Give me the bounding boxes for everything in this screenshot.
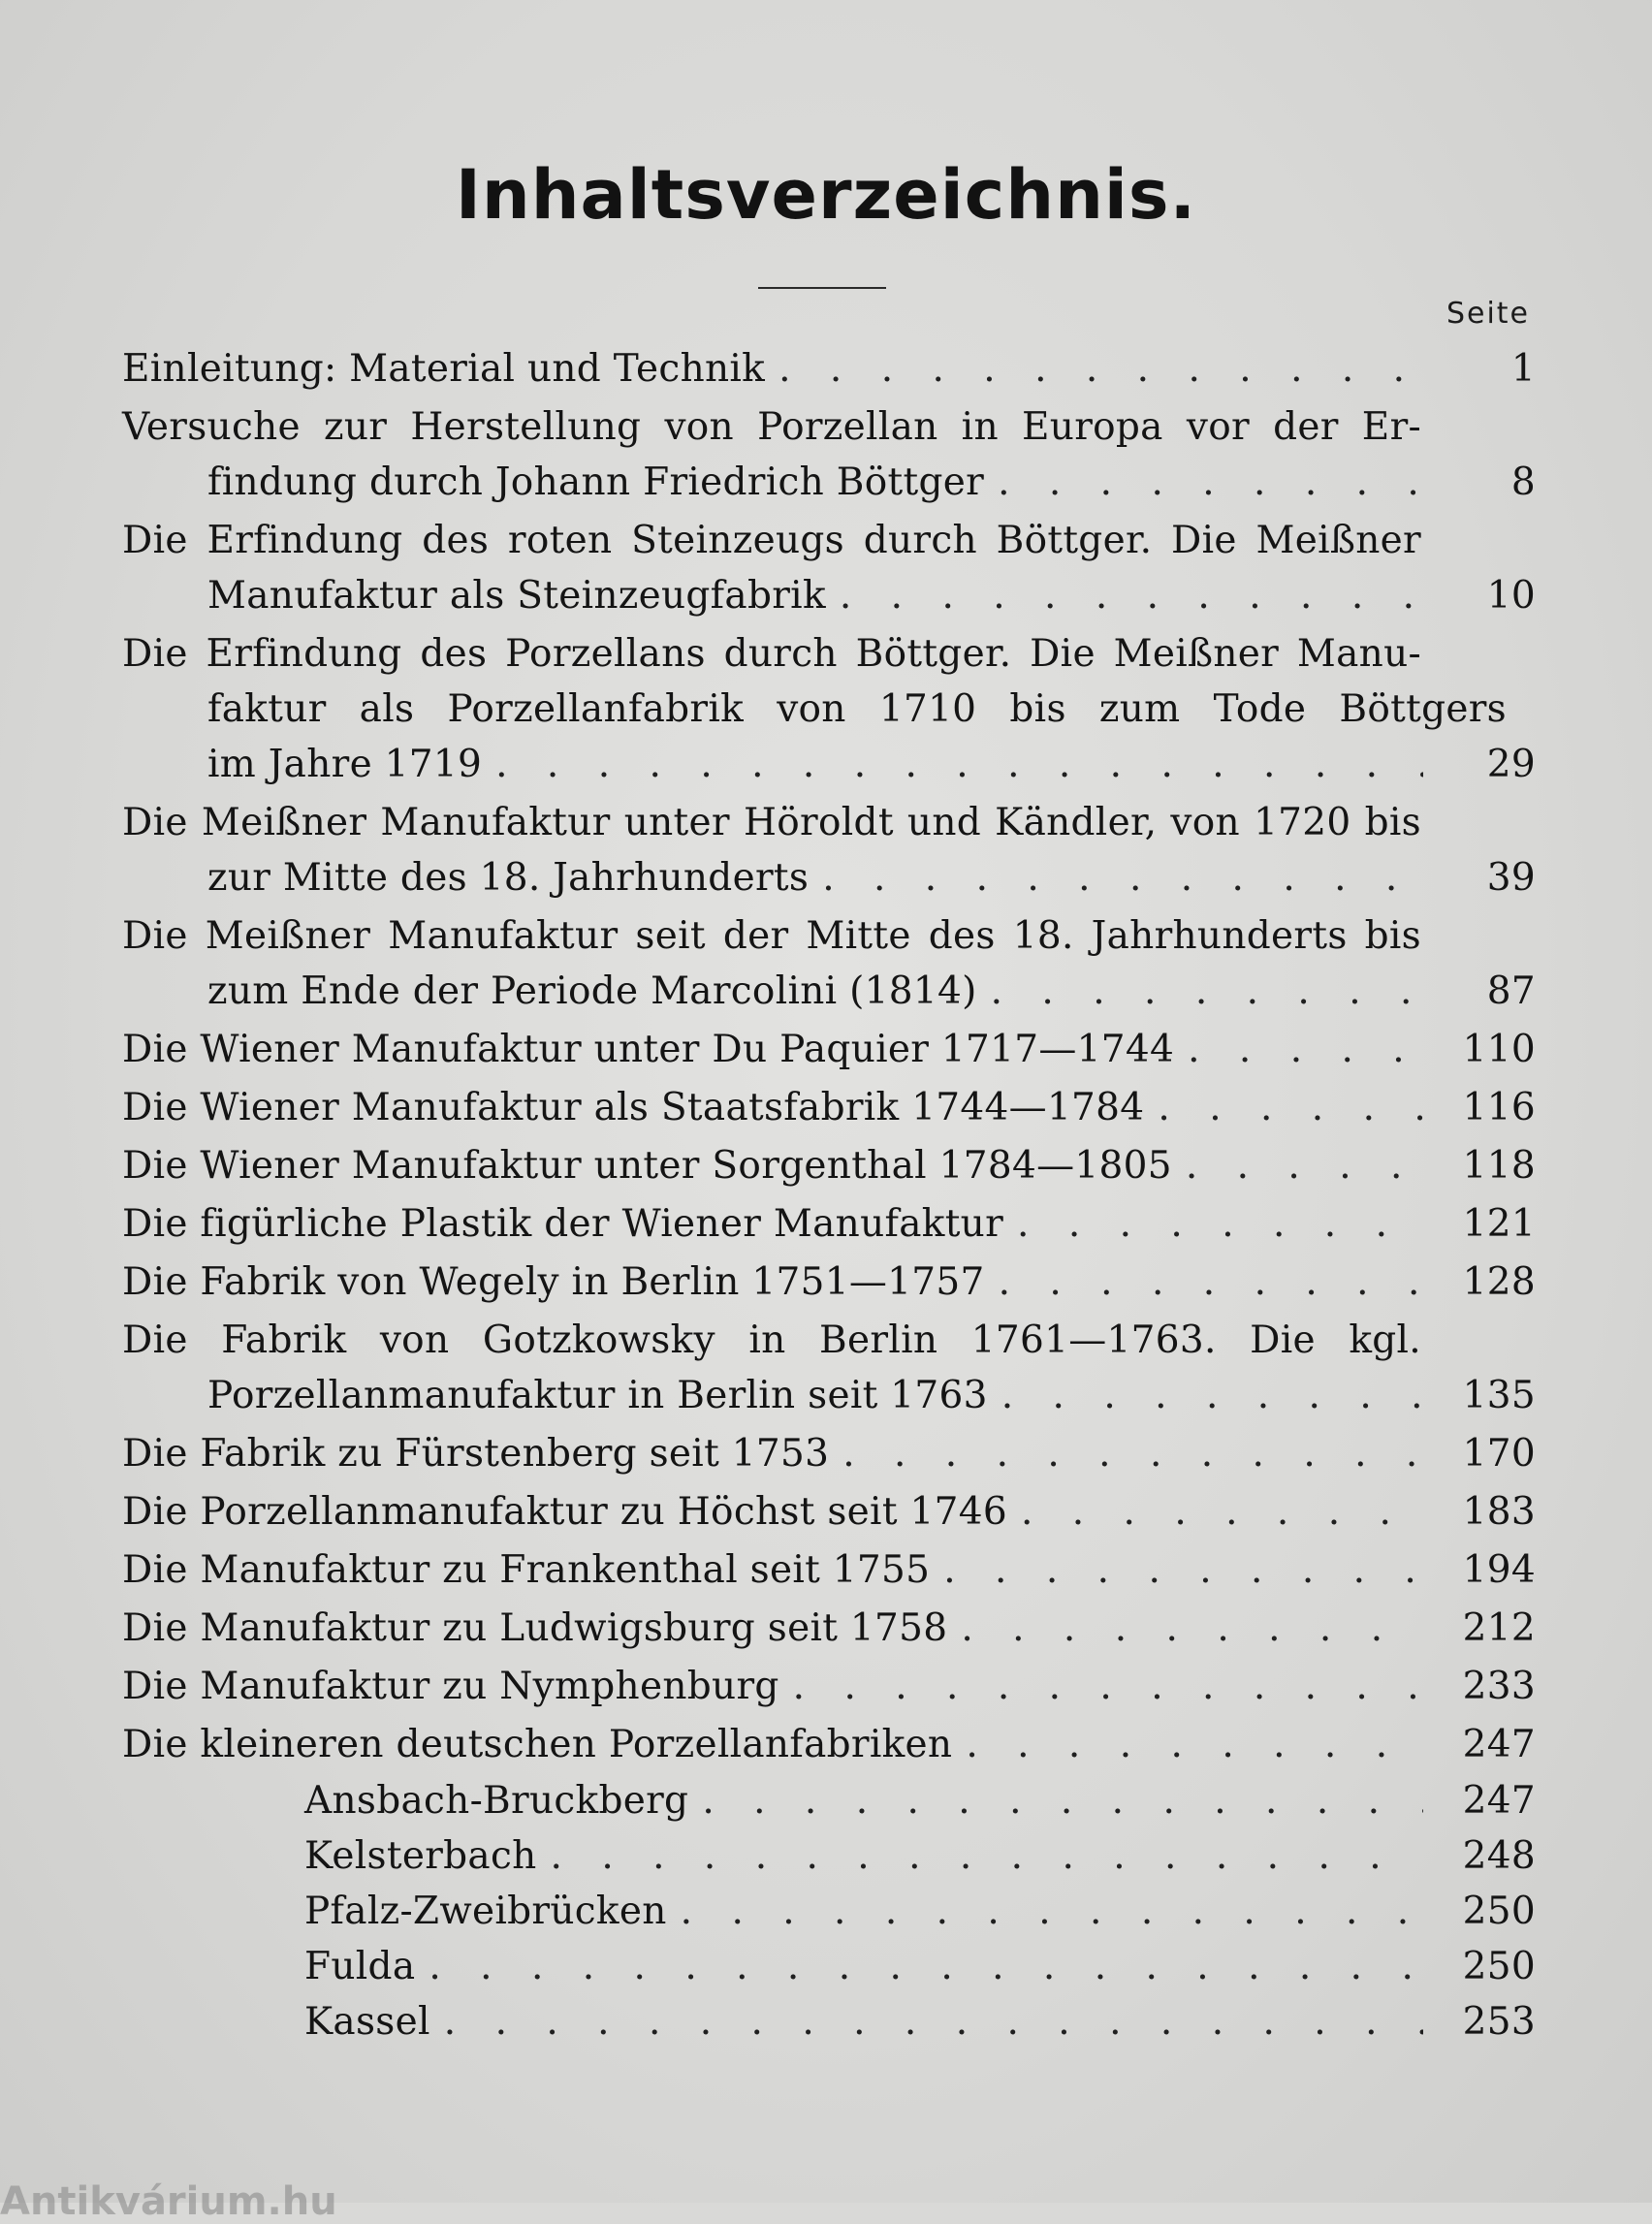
toc-entry: [122, 1717, 1536, 1772]
toc-entry-text: Versuche zur Herstellung von Porzellan in Europa vor der Er-: [122, 405, 1421, 449]
toc-entry-last-line: [122, 1426, 1536, 1481]
toc-entry-last-line: [122, 1080, 1536, 1135]
toc-entry-last-line: [122, 1255, 1536, 1310]
toc-page-number: 248: [1462, 1834, 1536, 1878]
toc-entry-last-line: [122, 1542, 1536, 1598]
toc-entry: [122, 399, 1536, 510]
dot-leader: [991, 964, 1423, 1019]
toc-sub-entry-line: [122, 1996, 1536, 2049]
toc-entry: [122, 1659, 1536, 1714]
toc-entry-text: zum Ende der Periode Marcolini (1814): [207, 969, 977, 1013]
dot-leader: [1188, 1022, 1423, 1077]
toc-page-number: 39: [1486, 856, 1536, 900]
toc-entry-text: Porzellanmanufaktur in Berlin seit 1763: [207, 1374, 988, 1417]
dot-leader: [1021, 1484, 1423, 1540]
toc-entry-text: faktur als Porzellanfabrik von 1710 bis zum Tode Böttgers: [207, 687, 1507, 731]
toc-entry: [122, 1484, 1536, 1540]
toc-entry: [122, 626, 1536, 792]
toc-entry-text: Die Porzellanmanufaktur zu Höchst seit 1746: [122, 1490, 1007, 1534]
toc-entry-last-line: [122, 568, 1536, 623]
toc-entry-last-line: [122, 1368, 1536, 1423]
dot-leader: [778, 341, 1423, 397]
toc-entry: [122, 1022, 1536, 1077]
page-title: Inhaltsverzeichnis.: [455, 155, 1197, 235]
toc-entry: [122, 1601, 1536, 1656]
dot-leader: [793, 1659, 1423, 1714]
toc-entry-last-line: [122, 1659, 1536, 1714]
dot-leader: [429, 1941, 1423, 1993]
toc-sub-entry: [122, 1775, 1536, 1827]
dot-leader: [999, 1255, 1423, 1310]
dot-leader: [943, 1542, 1423, 1598]
toc-entry-text: Die Manufaktur zu Frankenthal seit 1755: [122, 1548, 931, 1592]
toc-page-number: 87: [1486, 969, 1536, 1013]
toc-entry-line: [122, 626, 1421, 682]
toc-entry-line: [122, 513, 1421, 568]
toc-entry-text: Die Wiener Manufaktur als Staatsfabrik 1744—1784: [122, 1086, 1145, 1129]
toc-entry-last-line: [122, 1022, 1536, 1077]
toc-entry-last-line: [122, 341, 1536, 397]
toc-page-number: 29: [1486, 743, 1536, 786]
watermark: Antikvárium.hu: [0, 2179, 337, 2224]
toc-entry-line: [122, 399, 1421, 455]
toc-sub-entry-line: [122, 1886, 1536, 1938]
toc-page-number: 253: [1462, 2000, 1536, 2044]
toc-entry: [122, 1542, 1536, 1598]
toc-page-number: 110: [1462, 1028, 1536, 1071]
dot-leader: [840, 568, 1423, 623]
toc-entry-text: Die Erfindung des roten Steinzeugs durch Böttger. Die Meißner: [122, 519, 1421, 562]
toc-entry-last-line: [122, 1717, 1536, 1772]
toc-entry-last-line: [122, 1138, 1536, 1193]
toc-entry-last-line: [122, 1601, 1536, 1656]
toc-page-number: 250: [1462, 1890, 1536, 1933]
toc-sub-entry-text: Pfalz-Zweibrücken: [304, 1890, 667, 1933]
toc-sub-entry: [122, 1996, 1536, 2049]
dot-leader: [1017, 1196, 1423, 1252]
dot-leader: [444, 1996, 1423, 2049]
toc-entry-line: [122, 682, 1507, 737]
dot-leader: [702, 1775, 1423, 1827]
toc-entry-text: Die Manufaktur zu Nymphenburg: [122, 1665, 779, 1708]
toc-entry-text: Die Meißner Manufaktur seit der Mitte des 18. Jahrhunderts bis: [122, 914, 1421, 958]
toc-page-number: 135: [1462, 1374, 1536, 1417]
toc-entry: [122, 341, 1536, 397]
toc-entry-last-line: [122, 850, 1536, 905]
toc-entry-text: Die Wiener Manufaktur unter Sorgenthal 1784—1805: [122, 1144, 1172, 1188]
toc-entry: [122, 908, 1536, 1019]
toc-entry-line: [122, 795, 1421, 850]
dot-leader: [1158, 1080, 1423, 1135]
toc-page-number: 212: [1462, 1606, 1536, 1650]
toc-entry-text: Die figürliche Plastik der Wiener Manufaktur: [122, 1202, 1004, 1246]
toc-page-number: 183: [1462, 1490, 1536, 1534]
toc-entry-text: Die Meißner Manufaktur unter Höroldt und Kändler, von 1720 bis: [122, 801, 1421, 844]
toc-entry-last-line: [122, 1196, 1536, 1252]
toc-entry-last-line: [122, 737, 1536, 792]
toc-page-number: 128: [1462, 1260, 1536, 1304]
toc-entry: [122, 795, 1536, 905]
toc-entry-text: im Jahre 1719: [207, 743, 483, 786]
dot-leader: [495, 737, 1423, 792]
toc-page-number: 233: [1462, 1665, 1536, 1708]
toc-entry-text: Die kleineren deutschen Porzellanfabriken: [122, 1723, 953, 1766]
toc-entry-last-line: [122, 964, 1536, 1019]
toc-page-number: 118: [1462, 1144, 1536, 1188]
toc-entry-text: Manufaktur als Steinzeugfabrik: [207, 574, 826, 618]
toc-page-number: 116: [1462, 1086, 1536, 1129]
toc-page-number: 170: [1462, 1432, 1536, 1476]
dot-leader: [822, 850, 1423, 905]
dot-leader: [1001, 1368, 1423, 1423]
title-divider: [758, 287, 886, 289]
dot-leader: [961, 1601, 1423, 1656]
toc-page-number: 247: [1462, 1723, 1536, 1766]
toc-entry-text: Die Fabrik zu Fürstenberg seit 1753: [122, 1432, 830, 1476]
toc-page-number: 10: [1486, 574, 1536, 618]
dot-leader: [842, 1426, 1423, 1481]
toc-sub-entry-text: Fulda: [304, 1945, 416, 1988]
toc-entry: [122, 1313, 1536, 1423]
toc-entry-last-line: [122, 455, 1536, 510]
table-of-contents: [122, 341, 1536, 2051]
toc-page-number: 8: [1510, 461, 1536, 504]
toc-entry-text: Die Wiener Manufaktur unter Du Paquier 1717—1744: [122, 1028, 1175, 1071]
toc-sub-entry-text: Ansbach-Bruckberg: [304, 1779, 689, 1823]
toc-entry-text: zur Mitte des 18. Jahrhunderts: [207, 856, 810, 900]
toc-entry-text: Die Manufaktur zu Ludwigsburg seit 1758: [122, 1606, 948, 1650]
toc-sub-entry: [122, 1830, 1536, 1883]
toc-entry: [122, 1080, 1536, 1135]
toc-sub-entry-text: Kelsterbach: [304, 1834, 537, 1878]
toc-page-number: 1: [1510, 347, 1536, 391]
toc-entry: [122, 1255, 1536, 1310]
toc-entry-text: Einleitung: Material und Technik: [122, 347, 766, 391]
toc-page-number: 250: [1462, 1945, 1536, 1988]
dot-leader: [551, 1830, 1423, 1883]
toc-entry-text: Die Fabrik von Gotzkowsky in Berlin 1761—1763. Die kgl.: [122, 1319, 1421, 1362]
dot-leader: [1186, 1138, 1423, 1193]
toc-entry: [122, 1426, 1536, 1481]
dot-leader: [966, 1717, 1423, 1772]
toc-entry: [122, 1138, 1536, 1193]
dot-leader: [681, 1886, 1423, 1938]
page-column-header: Seite: [1446, 297, 1530, 331]
toc-entry: [122, 1196, 1536, 1252]
toc-page-number: 194: [1462, 1548, 1536, 1592]
toc-entry-text: Die Fabrik von Wegely in Berlin 1751—1757: [122, 1260, 985, 1304]
toc-sub-entry-line: [122, 1830, 1536, 1883]
toc-sub-entry-line: [122, 1941, 1536, 1993]
dot-leader: [998, 455, 1423, 510]
toc-sub-entry-line: [122, 1775, 1536, 1827]
toc-entry: [122, 513, 1536, 623]
toc-sub-entry: [122, 1941, 1536, 1993]
toc-sub-entry-text: Kassel: [304, 2000, 430, 2044]
toc-entry-text: findung durch Johann Friedrich Böttger: [207, 461, 985, 504]
toc-sub-entry: [122, 1886, 1536, 1938]
toc-entry-last-line: [122, 1484, 1536, 1540]
toc-entry-text: Die Erfindung des Porzellans durch Böttger. Die Meißner Manu-: [122, 632, 1421, 676]
toc-page-number: 247: [1462, 1779, 1536, 1823]
toc-entry-line: [122, 1313, 1421, 1368]
toc-page-number: 121: [1462, 1202, 1536, 1246]
toc-entry-line: [122, 908, 1421, 964]
